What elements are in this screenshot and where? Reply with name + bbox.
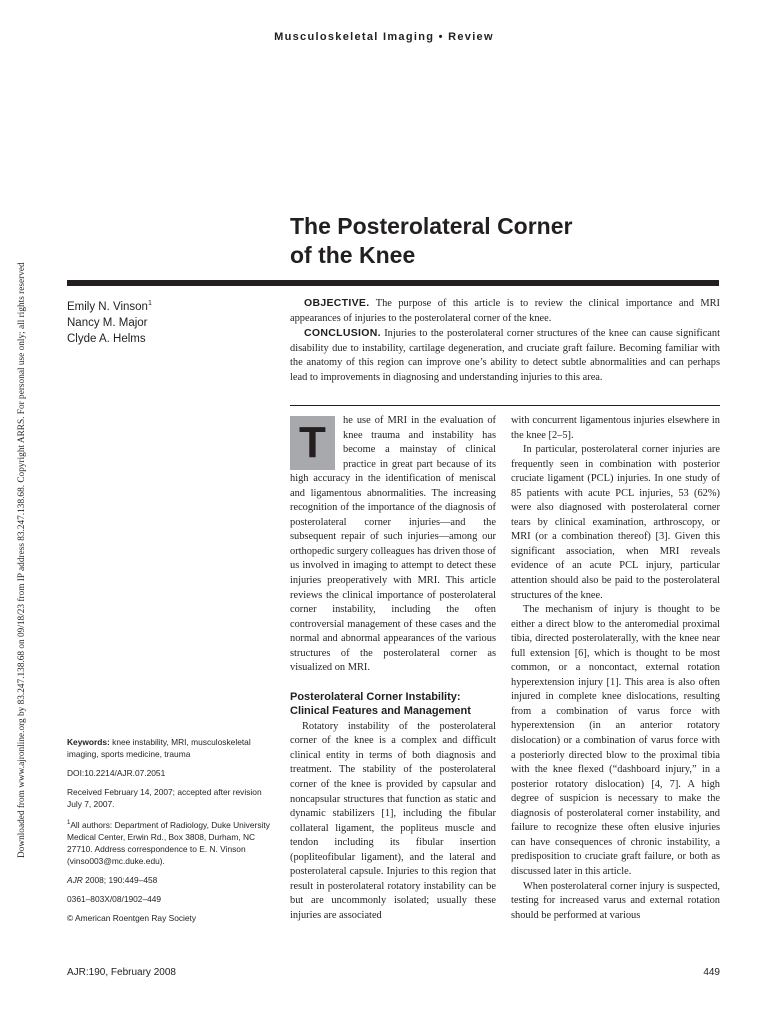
footer-journal-issue: AJR:190, February 2008	[67, 967, 176, 978]
keywords	[67, 736, 277, 760]
abstract-objective	[290, 296, 720, 326]
received-dates: Received February 14, 2007; accepted after revision July 7, 2007.	[67, 787, 262, 809]
keywords-label: Keywords:	[67, 737, 110, 747]
download-notice	[2, 178, 27, 858]
affiliation-text: All authors: Department of Radiology, Duke University Medical Center, Erwin Rd., Box 3808, Durham, NC 27710. Address correspondence to E. N. Vinson (vinso003@mc.duke.edu).	[67, 819, 270, 866]
abstract	[290, 296, 720, 385]
section-heading-line-1: Posterolateral Corner Instability:	[290, 690, 461, 703]
body-column-1	[290, 414, 496, 924]
author-list	[67, 296, 267, 347]
title-line-2: of the Knee	[290, 242, 416, 268]
body-column-2	[511, 414, 720, 923]
article-title	[290, 212, 720, 270]
section-heading-line-2: Clinical Features and Management	[290, 705, 471, 718]
paragraph: The mechanism of injury is thought to be either a direct blow to the anteromedial proximal tibia, directed posterolaterally, with the knee near full extension [6], which is thought to be most common, or a noncontact, external rotation hyperextension injury [1]. This area is also often injured in complete knee dislocations, resulting from a combination of varus force with hyperextension (in an anterior rotatory dislocation) or a combination of varus force with a posteriorly directed blow to the proximal tibia with the knee flexed (“dashboard injury,” in a posterior rotatory dislocation) [4, 7]. A high degree of suspicion is necessary to make the diagnosis of posterolateral corner instability, and failure to recognize these often elusive injuries can have consequences of chronic instability, a predisposition to cruciate graft failure, or both as discussed later in this article.	[511, 604, 720, 877]
footnote-mark: 1	[147, 300, 152, 307]
paragraph: with concurrent ligamentous injuries elsewhere in the knee [2–5].	[511, 415, 720, 441]
objective-label: OBJECTIVE.	[304, 297, 370, 309]
copyright: © American Roentgen Ray Society	[67, 912, 197, 923]
page-number: 449	[703, 967, 720, 978]
paragraph: Rotatory instability of the posterolateral corner of the knee is a complex and difficult clinical entity in terms of both diagnosis and treatment. The stability of the posterolateral corner of the knee is provided by capsular and noncapsular structures that function as static and dynamic stabilizers [1], including the fibular collateral ligament, the popliteus muscle and tendon including its fibular insertion (popliteofibular ligament), and the lateral and posterolateral capsule. Injuries to this region that result in posterolateral rotatory instability can be but are uncommonly isolated; usually these injuries are associated	[290, 720, 496, 921]
citation	[67, 874, 277, 886]
drop-cap: T	[290, 416, 335, 470]
running-head: Musculoskeletal Imaging • Review	[274, 31, 494, 43]
section-heading	[290, 690, 496, 719]
author: Emily N. Vinson$^1$	[67, 300, 152, 313]
abstract-conclusion	[290, 326, 720, 385]
issn: 0361–803X/08/1902–449	[67, 893, 162, 904]
author: Clyde A. Helms	[67, 332, 146, 345]
download-notice-text: Downloaded from www.ajronline.org by 83.247.138.68 on 09/18/23 from IP address 83.247.138.68. Copyright ARRS. For personal use only; all rights reserved	[17, 262, 27, 858]
title-rule	[67, 280, 719, 286]
intro-text: he use of MRI in the evaluation of knee trauma and instability has become a mainstay of clinical practice in great part because of its high accuracy in the identification of meniscal and ligamentous abnormalities. The increasing recognition of the importance of the diagnosis of posterolateral corner injuries—and the subsequent repair of such injuries—among our orthopedic surgery colleagues has driven those of us involved in imaging to attempt to detect these injuries preoperatively with MRI. This article reviews the clinical importance of posterolateral corner instability, including the often controversial management of these cases and the normal and abnormal appearances of the various structures of the posterolateral corner as visualized on MRI.	[290, 415, 496, 674]
title-line-1: The Posterolateral Corner	[290, 213, 573, 239]
doi: DOI:10.2214/AJR.07.2051	[67, 768, 166, 778]
citation-journal: AJR	[67, 874, 83, 885]
objective-text: The purpose of this article is to review the clinical importance and MRI appearances of injuries to the posterolateral corner of the knee.	[290, 298, 720, 324]
footnote-mark: 1	[67, 820, 71, 826]
author: Nancy M. Major	[67, 316, 148, 329]
article-metadata	[67, 736, 277, 931]
citation-details: 2008; 190:449–458	[82, 874, 158, 885]
intro-paragraph	[290, 414, 496, 676]
paragraph: In particular, posterolateral corner injuries are frequently seen in combination with posterior cruciate ligament (PCL) injuries. In one study of 85 patients with acute PCL injuries, 53 (62%) were also diagnosed with posterolateral corner tears by clinical examination, arthroscopy, or MRI (or a combination thereof) [3]. Given this significant association, when MRI reveals evidence of an acute PCL injury, particular attention should also be paid to the posterolateral structures of the knee.	[511, 444, 720, 601]
conclusion-label: CONCLUSION.	[304, 327, 381, 339]
conclusion-text: Injuries to the posterolateral corner structures of the knee can cause significant disability due to instability, cartilage degeneration, and cruciate graft failure. Becoming familiar with the anatomy of this region can improve one’s ability to detect subtle abnormalities and can perhaps lead to improvements in diagnosing and understanding injuries to this area.	[290, 328, 720, 383]
abstract-rule	[290, 405, 720, 406]
keywords-text: knee instability, MRI, musculoskeletal imaging, sports medicine, trauma	[67, 737, 251, 759]
affiliation	[67, 817, 277, 867]
paragraph: When posterolateral corner injury is suspected, testing for increased varus and external rotation should be performed at various	[511, 880, 720, 921]
